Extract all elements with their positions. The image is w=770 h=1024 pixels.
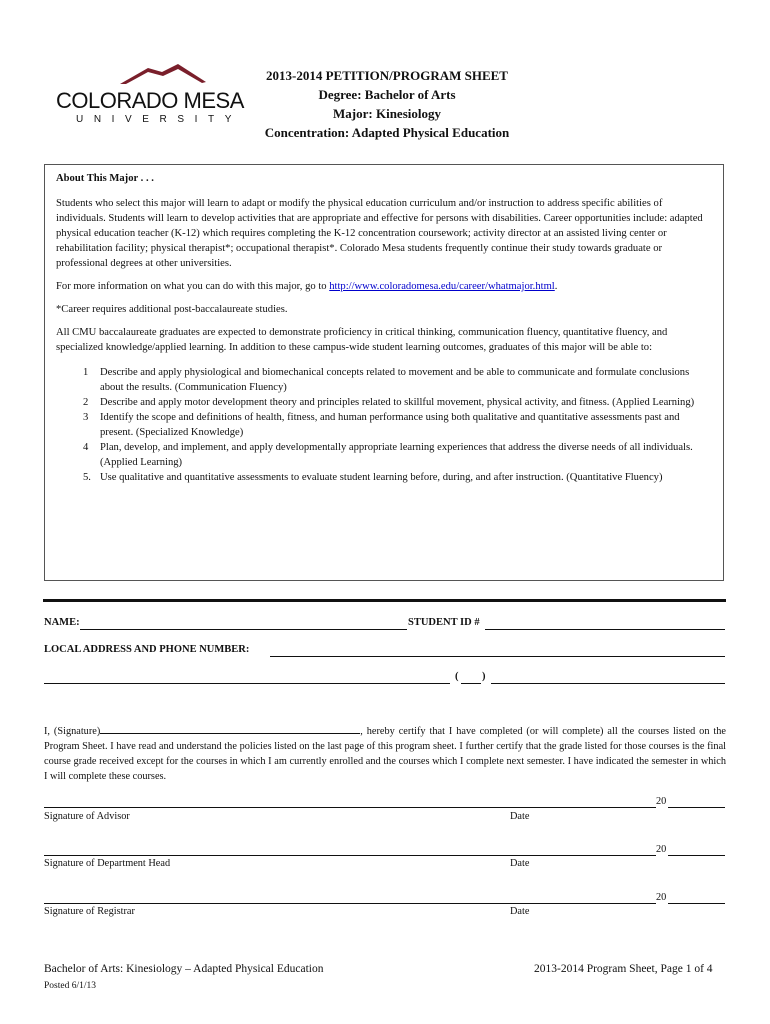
advisor-year-prefix: 20 xyxy=(656,796,667,807)
outcome-text: Use qualitative and quantitative assessments to evaluate student learning before, during, and after instruction. (Quantitative Fluency) xyxy=(100,472,663,483)
outcome-item xyxy=(56,470,713,485)
outcome-number: 3 xyxy=(83,412,89,423)
about-more-info xyxy=(56,279,713,294)
outcome-item xyxy=(56,365,713,395)
phone-close-paren: ) xyxy=(482,671,486,682)
outcome-number: 4 xyxy=(83,442,89,453)
area-code-field[interactable] xyxy=(461,671,481,684)
student-id-label: STUDENT ID # xyxy=(408,617,480,628)
outcome-text: Identify the scope and definitions of health, fitness, and human performance using both qualitative and quantitative assessments past and present. (Specialized Knowledge) xyxy=(100,412,680,438)
department-head-year-field[interactable] xyxy=(668,843,725,856)
address-field-line-2[interactable] xyxy=(44,671,450,684)
certify-signature-field[interactable] xyxy=(100,722,360,734)
advisor-signature-label: Signature of Advisor xyxy=(44,811,130,822)
address-field[interactable] xyxy=(270,644,725,657)
advisor-year-field[interactable] xyxy=(668,795,725,808)
outcome-text: Describe and apply motor development theory and principles related to skillful movement, physical activity, and fitness. (Applied Learning) xyxy=(100,397,695,408)
more-info-suffix: . xyxy=(554,281,558,292)
phone-open-paren: ( xyxy=(455,671,459,682)
department-head-year-prefix: 20 xyxy=(656,844,667,855)
registrar-signature-label: Signature of Registrar xyxy=(44,906,135,917)
footer-posted-date: Posted 6/1/13 xyxy=(44,981,96,991)
logo-subtitle: UNIVERSITY xyxy=(76,114,243,125)
advisor-date-label: Date xyxy=(510,811,530,822)
name-field[interactable] xyxy=(80,617,407,630)
certify-text: , hereby certify that I have completed (or will complete) all the courses listed on the Program Sheet. I have read and understand the policies listed on the last page of this program sheet. I further certify that the grade listed for those courses is the final course grade received except for the courses in which I am currently enrolled and the courses which I complete next semester. I have indicated the semester in which I will complete these courses. xyxy=(44,726,726,782)
name-label: NAME: xyxy=(44,617,80,628)
about-major-box xyxy=(44,164,724,581)
mesa-roof-icon xyxy=(118,62,208,86)
advisor-signature-field[interactable] xyxy=(44,795,656,808)
title-concentration: Concentration: Adapted Physical Education xyxy=(264,125,510,140)
outcome-text: Describe and apply physiological and biomechanical concepts related to movement and be able to communicate and formulate conclusions about the results. (Communication Fluency) xyxy=(100,367,690,393)
title-line-1: 2013-2014 PETITION/PROGRAM SHEET xyxy=(266,68,508,83)
career-link[interactable]: http://www.coloradomesa.edu/career/whatmajor.html xyxy=(329,281,555,292)
outcome-number: 1 xyxy=(83,367,89,378)
logo-wordmark: COLORADO MESA xyxy=(56,88,244,113)
about-heading: About This Major . . . xyxy=(56,173,154,184)
document-title xyxy=(232,66,542,142)
student-id-field[interactable] xyxy=(485,617,725,630)
about-description: Students who select this major will learn to adapt or modify the physical education curriculum and/or instruction to address specific abilities of individuals. Students will learn to develop activities that are appropriate and effective for persons with disabilities. Career opportunities include: adapted physical education teacher (K-12) which requires completing the K-12 concentration coursework; activity director at an assisted living center or rehabilitation facility; physical therapist*; occupational therapist*. Colorado Mesa students frequently continue their study towards graduate or professional degrees at other universities. xyxy=(56,198,703,269)
outcome-number: 5. xyxy=(83,472,91,483)
registrar-year-prefix: 20 xyxy=(656,892,667,903)
more-info-prefix: For more information on what you can do with this major, go to xyxy=(56,281,330,292)
university-logo xyxy=(56,62,242,126)
about-outcomes-intro: All CMU baccalaureate graduates are expected to demonstrate proficiency in critical thinking, communication fluency, quantitative fluency, and specialized knowledge/applied learning. In addition to these campus-wide student learning outcomes, graduates of this major will be able to: xyxy=(56,327,668,353)
title-degree: Degree: Bachelor of Arts xyxy=(318,87,456,102)
phone-number-field[interactable] xyxy=(491,671,725,684)
footer-page-number: 2013-2014 Program Sheet, Page 1 of 4 xyxy=(534,963,713,975)
department-head-date-label: Date xyxy=(510,858,530,869)
department-head-signature-label: Signature of Department Head xyxy=(44,858,171,869)
registrar-date-label: Date xyxy=(510,906,530,917)
department-head-signature-field[interactable] xyxy=(44,843,656,856)
registrar-signature-field[interactable] xyxy=(44,891,656,904)
certify-prefix: I, (Signature) xyxy=(44,726,101,737)
about-footnote: *Career requires additional post-baccalaureate studies. xyxy=(56,304,288,315)
outcome-number: 2 xyxy=(83,397,89,408)
registrar-year-field[interactable] xyxy=(668,891,725,904)
footer-program-name: Bachelor of Arts: Kinesiology – Adapted Physical Education xyxy=(44,963,324,975)
certification-statement xyxy=(44,722,726,784)
outcomes-list xyxy=(56,365,713,485)
address-label: LOCAL ADDRESS AND PHONE NUMBER: xyxy=(44,644,250,655)
title-major: Major: Kinesiology xyxy=(333,106,441,121)
outcome-item xyxy=(56,410,713,440)
outcome-item xyxy=(56,395,713,410)
section-divider xyxy=(43,599,726,602)
outcome-text: Plan, develop, and implement, and apply developmentally appropriate learning experiences that address the diverse needs of all individuals. (Applied Learning) xyxy=(100,442,693,468)
outcome-item xyxy=(56,440,713,470)
